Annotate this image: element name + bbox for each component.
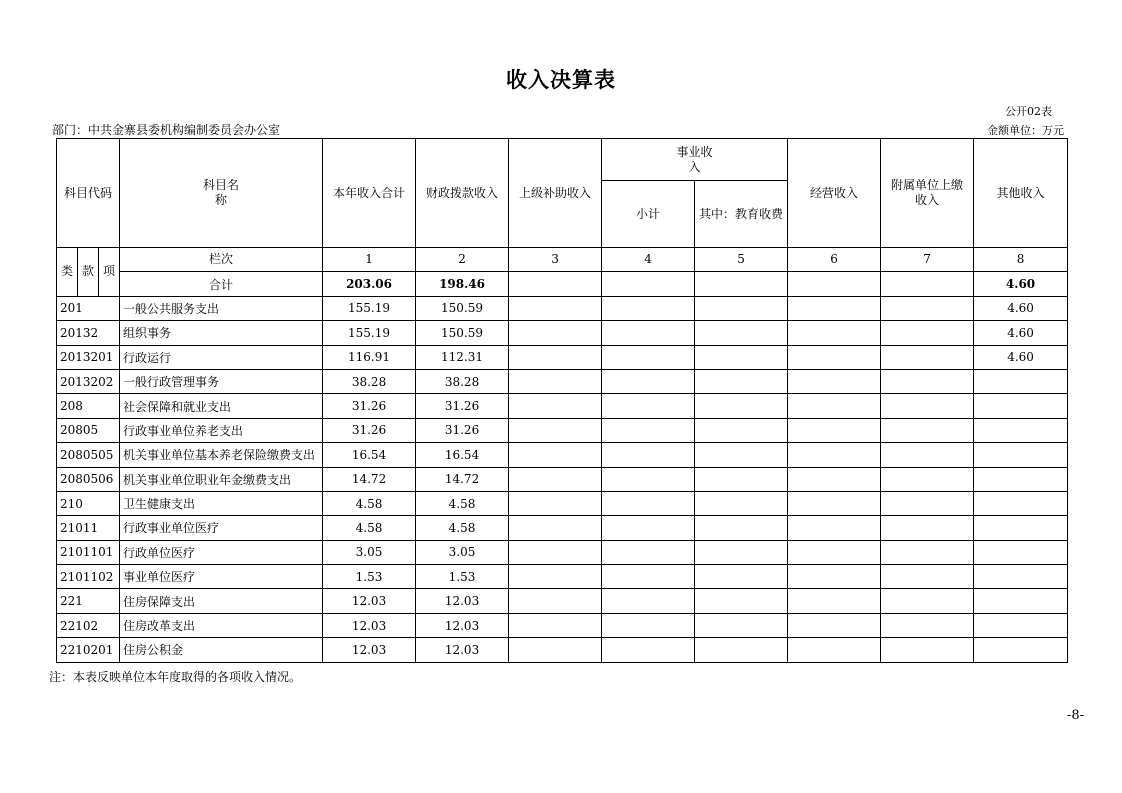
row-superior [509, 345, 602, 369]
table-row [57, 418, 1068, 442]
header-superior: 上级补助收入 [509, 139, 602, 248]
row-total: 4.58 [323, 516, 416, 540]
row-code: 208 [57, 394, 120, 418]
row-operating [788, 565, 881, 589]
row-affiliated [881, 565, 974, 589]
col-num-7: 7 [881, 248, 974, 272]
row-name: 行政事业单位医疗 [120, 516, 323, 540]
row-other [974, 467, 1068, 491]
row-name: 一般行政管理事务 [120, 369, 323, 393]
row-fiscal: 16.54 [416, 443, 509, 467]
row-career-subtotal [602, 369, 695, 393]
row-other [974, 491, 1068, 515]
row-superior [509, 418, 602, 442]
row-superior [509, 394, 602, 418]
row-superior [509, 491, 602, 515]
row-code: 22102 [57, 613, 120, 637]
row-superior [509, 565, 602, 589]
row-operating [788, 467, 881, 491]
table-row [57, 369, 1068, 393]
header-lanci: 栏次 [120, 248, 323, 272]
row-code: 221 [57, 589, 120, 613]
row-name: 住房改革支出 [120, 613, 323, 637]
row-career-edu [695, 491, 788, 515]
row-fiscal: 1.53 [416, 565, 509, 589]
row-career-edu [695, 443, 788, 467]
row-other [974, 443, 1068, 467]
table-row [57, 565, 1068, 589]
row-name: 行政单位医疗 [120, 540, 323, 564]
table-row [57, 321, 1068, 345]
row-career-subtotal [602, 613, 695, 637]
row-operating [788, 589, 881, 613]
header-career-edu: 其中：教育收费 [695, 181, 788, 248]
row-affiliated [881, 467, 974, 491]
row-total: 31.26 [323, 394, 416, 418]
total-row-total: 203.06 [323, 272, 416, 296]
row-other: 4.60 [974, 321, 1068, 345]
col-num-1: 1 [323, 248, 416, 272]
row-career-subtotal [602, 321, 695, 345]
row-operating [788, 345, 881, 369]
row-fiscal: 12.03 [416, 589, 509, 613]
col-num-4: 4 [602, 248, 695, 272]
table-row [57, 516, 1068, 540]
row-superior [509, 467, 602, 491]
row-superior [509, 540, 602, 564]
header-operating: 经营收入 [788, 139, 881, 248]
form-number: 公开02表 [1005, 105, 1052, 118]
row-other [974, 613, 1068, 637]
total-row-other: 4.60 [974, 272, 1068, 296]
row-code: 201 [57, 296, 120, 320]
row-code: 21011 [57, 516, 120, 540]
row-superior [509, 589, 602, 613]
row-other [974, 638, 1068, 662]
header-code: 科目代码 [57, 139, 120, 248]
row-total: 38.28 [323, 369, 416, 393]
col-num-2: 2 [416, 248, 509, 272]
row-other [974, 565, 1068, 589]
table-row [57, 613, 1068, 637]
header-name [120, 139, 323, 248]
row-affiliated [881, 418, 974, 442]
row-code: 210 [57, 491, 120, 515]
row-affiliated [881, 296, 974, 320]
row-superior [509, 443, 602, 467]
row-career-edu [695, 540, 788, 564]
row-operating [788, 613, 881, 637]
row-affiliated [881, 516, 974, 540]
row-other: 4.60 [974, 345, 1068, 369]
row-total: 4.58 [323, 491, 416, 515]
row-code: 2101101 [57, 540, 120, 564]
row-affiliated [881, 394, 974, 418]
row-career-edu [695, 418, 788, 442]
row-total: 155.19 [323, 321, 416, 345]
row-other [974, 516, 1068, 540]
total-row-empty [509, 272, 602, 296]
row-career-edu [695, 394, 788, 418]
row-career-edu [695, 638, 788, 662]
row-operating [788, 394, 881, 418]
footnote: 注：本表反映单位本年度取得的各项收入情况。 [49, 670, 302, 684]
row-career-subtotal [602, 516, 695, 540]
row-fiscal: 4.58 [416, 491, 509, 515]
row-superior [509, 321, 602, 345]
row-fiscal: 112.31 [416, 345, 509, 369]
row-career-edu [695, 345, 788, 369]
row-total: 14.72 [323, 467, 416, 491]
row-operating [788, 516, 881, 540]
row-total: 12.03 [323, 638, 416, 662]
row-fiscal: 31.26 [416, 418, 509, 442]
table-row [57, 467, 1068, 491]
row-name: 行政运行 [120, 345, 323, 369]
total-row-empty [788, 272, 881, 296]
row-name: 组织事务 [120, 321, 323, 345]
row-affiliated [881, 345, 974, 369]
row-other: 4.60 [974, 296, 1068, 320]
row-career-edu [695, 565, 788, 589]
row-total: 12.03 [323, 589, 416, 613]
row-career-edu [695, 467, 788, 491]
row-affiliated [881, 638, 974, 662]
header-name-text: 科目名称 [203, 178, 240, 207]
total-row-empty [881, 272, 974, 296]
row-total: 3.05 [323, 540, 416, 564]
header-kuan: 款 [78, 248, 99, 297]
row-fiscal: 3.05 [416, 540, 509, 564]
row-affiliated [881, 613, 974, 637]
total-row-fiscal: 198.46 [416, 272, 509, 296]
total-row-label: 合计 [120, 272, 323, 296]
row-operating [788, 369, 881, 393]
table-row [57, 345, 1068, 369]
row-affiliated [881, 369, 974, 393]
row-fiscal: 12.03 [416, 613, 509, 637]
header-affiliated: 附属单位上缴收入 [881, 139, 974, 248]
table-row [57, 491, 1068, 515]
row-name: 卫生健康支出 [120, 491, 323, 515]
row-code: 2013202 [57, 369, 120, 393]
row-career-subtotal [602, 418, 695, 442]
table-row [57, 296, 1068, 320]
page-number: -8- [1066, 708, 1084, 723]
row-name: 住房公积金 [120, 638, 323, 662]
row-superior [509, 638, 602, 662]
row-career-subtotal [602, 296, 695, 320]
row-total: 1.53 [323, 565, 416, 589]
row-operating [788, 321, 881, 345]
row-code: 2080506 [57, 467, 120, 491]
row-total: 31.26 [323, 418, 416, 442]
row-career-subtotal [602, 540, 695, 564]
row-name: 社会保障和就业支出 [120, 394, 323, 418]
col-num-3: 3 [509, 248, 602, 272]
header-career-subtotal: 小计 [602, 181, 695, 248]
row-name: 机关事业单位基本养老保险缴费支出 [120, 443, 323, 467]
row-career-subtotal [602, 467, 695, 491]
row-fiscal: 4.58 [416, 516, 509, 540]
data-rows [57, 296, 1068, 662]
row-name: 住房保障支出 [120, 589, 323, 613]
row-career-edu [695, 369, 788, 393]
col-num-5: 5 [695, 248, 788, 272]
unit-label: 金额单位：万元 [987, 124, 1064, 137]
row-career-subtotal [602, 345, 695, 369]
row-other [974, 540, 1068, 564]
row-superior [509, 296, 602, 320]
row-other [974, 394, 1068, 418]
row-career-subtotal [602, 565, 695, 589]
row-affiliated [881, 540, 974, 564]
header-other: 其他收入 [974, 139, 1068, 248]
row-operating [788, 638, 881, 662]
header-fiscal: 财政拨款收入 [416, 139, 509, 248]
row-code: 2080505 [57, 443, 120, 467]
row-career-subtotal [602, 443, 695, 467]
row-code: 2101102 [57, 565, 120, 589]
row-superior [509, 613, 602, 637]
table-row [57, 589, 1068, 613]
row-fiscal: 150.59 [416, 321, 509, 345]
header-xiang: 项 [99, 248, 120, 297]
row-operating [788, 418, 881, 442]
row-career-subtotal [602, 394, 695, 418]
row-other [974, 418, 1068, 442]
row-name: 事业单位医疗 [120, 565, 323, 589]
header-lei: 类 [57, 248, 78, 297]
income-table [56, 138, 1068, 663]
row-fiscal: 31.26 [416, 394, 509, 418]
row-career-edu [695, 321, 788, 345]
row-operating [788, 296, 881, 320]
row-total: 12.03 [323, 613, 416, 637]
col-num-8: 8 [974, 248, 1068, 272]
row-other [974, 369, 1068, 393]
row-fiscal: 14.72 [416, 467, 509, 491]
header-career [602, 139, 788, 181]
row-operating [788, 540, 881, 564]
table-row [57, 443, 1068, 467]
table-row [57, 638, 1068, 662]
table-row [57, 394, 1068, 418]
row-total: 116.91 [323, 345, 416, 369]
row-name: 机关事业单位职业年金缴费支出 [120, 467, 323, 491]
row-career-subtotal [602, 638, 695, 662]
row-career-edu [695, 516, 788, 540]
row-operating [788, 443, 881, 467]
table-row [57, 540, 1068, 564]
row-affiliated [881, 589, 974, 613]
row-total: 155.19 [323, 296, 416, 320]
row-name: 行政事业单位养老支出 [120, 418, 323, 442]
row-code: 2210201 [57, 638, 120, 662]
total-row-empty [602, 272, 695, 296]
row-career-subtotal [602, 589, 695, 613]
row-code: 20132 [57, 321, 120, 345]
header-total: 本年收入合计 [323, 139, 416, 248]
row-name: 一般公共服务支出 [120, 296, 323, 320]
row-career-edu [695, 589, 788, 613]
row-total: 16.54 [323, 443, 416, 467]
row-fiscal: 12.03 [416, 638, 509, 662]
col-num-6: 6 [788, 248, 881, 272]
row-affiliated [881, 491, 974, 515]
row-career-edu [695, 613, 788, 637]
row-other [974, 589, 1068, 613]
row-fiscal: 150.59 [416, 296, 509, 320]
row-affiliated [881, 321, 974, 345]
row-career-edu [695, 296, 788, 320]
header-career-text: 事业收入 [676, 144, 713, 174]
row-affiliated [881, 443, 974, 467]
row-superior [509, 369, 602, 393]
total-row-empty [695, 272, 788, 296]
row-code: 20805 [57, 418, 120, 442]
page-title: 收入决算表 [506, 67, 616, 92]
department-label: 部门：中共金寨县委机构编制委员会办公室 [52, 123, 281, 137]
row-career-subtotal [602, 491, 695, 515]
row-code: 2013201 [57, 345, 120, 369]
row-superior [509, 516, 602, 540]
row-operating [788, 491, 881, 515]
row-fiscal: 38.28 [416, 369, 509, 393]
